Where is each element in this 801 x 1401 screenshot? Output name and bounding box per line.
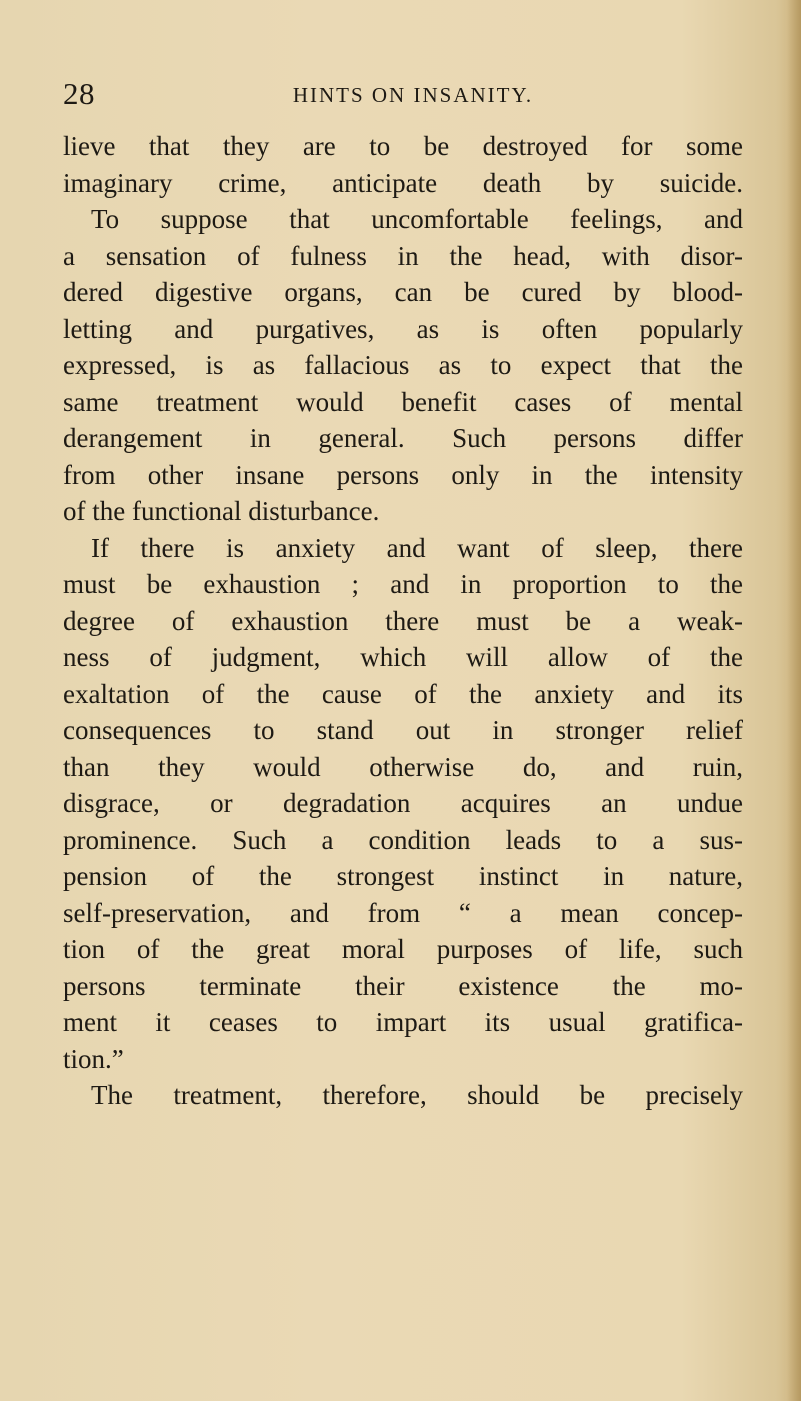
body-text <box>63 128 743 1114</box>
text-line: disgrace, or degradation acquires an undue <box>63 788 743 818</box>
text-line: To suppose that uncomfortable feelings, and <box>91 204 743 234</box>
text-line: derangement in general. Such persons differ <box>63 423 743 453</box>
text-line: The treatment, therefore, should be precisely <box>91 1080 743 1110</box>
text-line: exaltation of the cause of the anxiety and its <box>63 678 743 709</box>
text-line: dered digestive organs, can be cured by blood- <box>63 277 743 307</box>
page-header <box>63 74 743 114</box>
page-number: 28 <box>63 76 95 111</box>
text-line: ment it ceases to impart its usual gratifica- <box>63 1007 743 1037</box>
text-line: prominence. Such a condition leads to a sus- <box>63 824 743 855</box>
text-line: imaginary crime, anticipate death by suicide. <box>63 167 743 198</box>
text-line: expressed, is as fallacious as to expect that the <box>63 350 743 380</box>
text-line: If there is anxiety and want of sleep, there <box>91 532 743 563</box>
text-line: consequences to stand out in stronger relief <box>63 715 743 745</box>
text-line: letting and purgatives, as is often popularly <box>63 313 743 344</box>
text-line: pension of the strongest instinct in nature, <box>63 861 743 891</box>
text-line: self-preservation, and from “ a mean concep- <box>63 897 743 928</box>
text-line: tion of the great moral purposes of life, such <box>63 934 743 964</box>
text-line: a sensation of fulness in the head, with disor- <box>63 240 743 271</box>
text-line: must be exhaustion ; and in proportion to the <box>63 569 743 599</box>
text-line: than they would otherwise do, and ruin, <box>63 751 743 782</box>
running-title: HINTS ON INSANITY. <box>292 83 534 107</box>
text-line: persons terminate their existence the mo- <box>63 970 743 1001</box>
text-line: degree of exhaustion there must be a weak- <box>63 605 743 636</box>
page-edge-shadow <box>787 0 801 1401</box>
text-line: lieve that they are to be destroyed for some <box>63 131 743 161</box>
text-line: same treatment would benefit cases of mental <box>63 386 743 417</box>
text-line: from other insane persons only in the intensity <box>63 459 743 490</box>
text-line: of the functional disturbance. <box>63 496 380 526</box>
text-line: tion.” <box>63 1043 124 1074</box>
text-line: ness of judgment, which will allow of the <box>63 642 743 672</box>
